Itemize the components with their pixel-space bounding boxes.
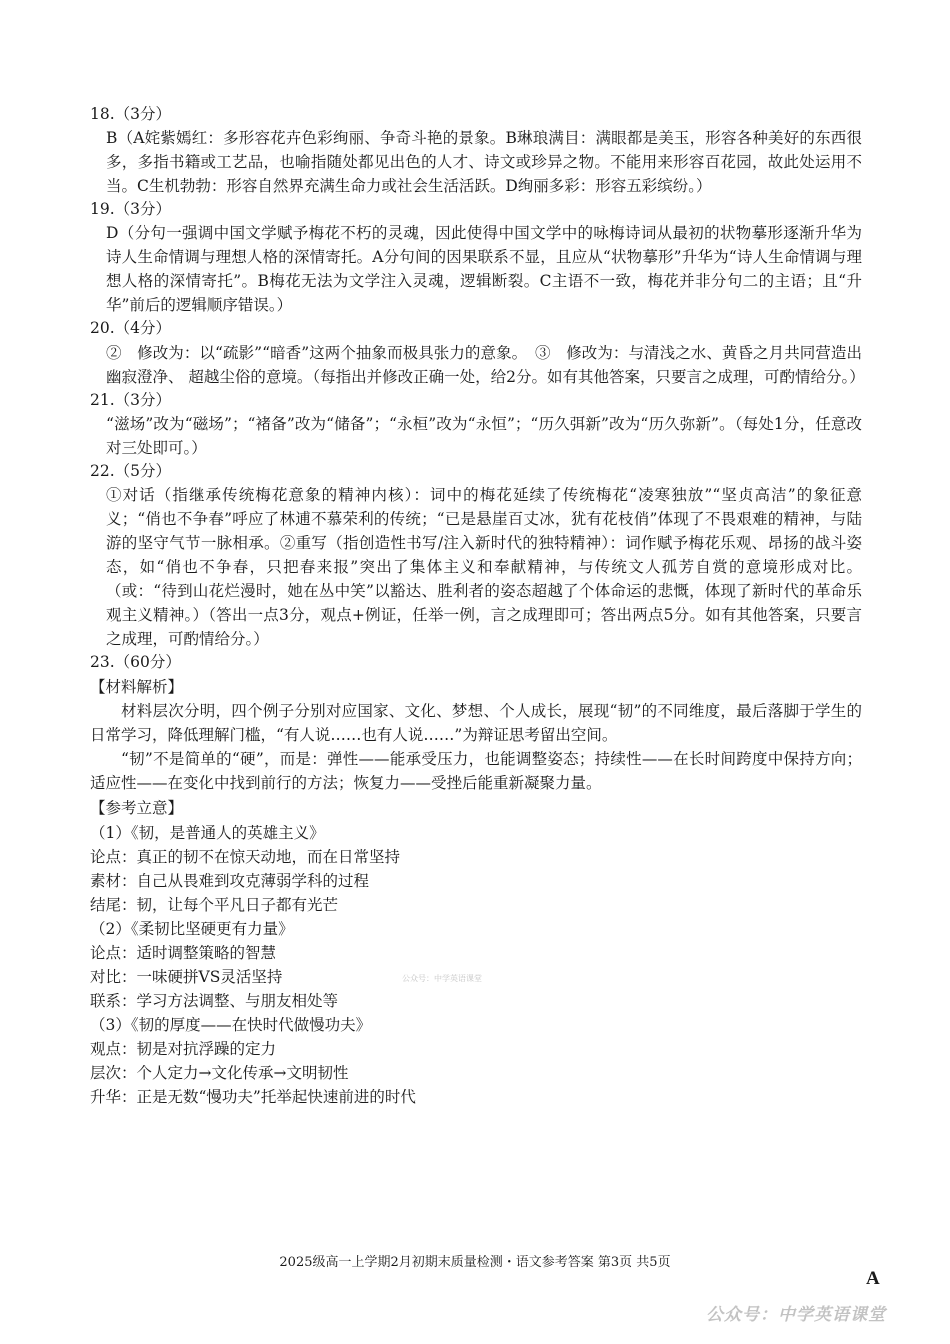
q22-header: 22.（5分） [90,461,172,480]
q18-header: 18.（3分） [90,105,172,123]
idea-title: （3）《韧的厚度——在快时代做慢功夫》 [90,1015,372,1034]
q23-header: 23.（60分） [90,653,181,672]
idea-line: 联系：学习方法调整、与朋友相处等 [90,991,339,1010]
watermark-text: 公众号：中学英语课堂 [402,974,482,983]
idea-title: （2）《柔韧比坚硬更有力量》 [90,919,294,938]
q20-header: 20.（4分） [90,319,172,338]
idea-line: 层次：个人定力→文化传承→文明韧性 [90,1063,349,1082]
answer-content [90,103,865,1109]
q20-answer: ② 修改为：以“疏影”“暗香”这两个抽象而极具张力的意象。 ③ 修改为：与清浅之水、黄昏之月共同营造出幽寂澄净、 超越尘俗的意境。（每指出并修改正确一处，给2分。如有其他答案，只要言之成理，可酌情给分。） [106,343,865,386]
idea-line: 对比：一味硬拼VS灵活坚持 [90,967,283,986]
reference-ideas-title: 【参考立意】 [90,799,184,818]
paper-version-mark: A [866,1268,880,1289]
q18-answer: B（A姹紫嫣红：多形容花卉色彩绚丽、争奇斗艳的景象。B琳琅满目：满眼都是美玉，形容各种美好的东西很多，多指书籍或工艺品，也喻指随处都见出色的人才、诗文或珍异之物。不能用来形容百花园，故此处运用不当。C生机勃勃：形容自然界充满生命力或社会生活活跃。D绚丽多彩：形容五彩缤纷。） [106,129,862,196]
q22-answer: ①对话（指继承传统梅花意象的精神内核）：词中的梅花延续了传统梅花“凌寒独放”“坚贞高洁”的象征意义；“俏也不争春”呼应了林逋不慕荣利的传统；“已是悬崖百丈冰，犹有花枝俏”体现了不畏艰难的精神，与陆游的坚守气节一脉相承。②重写（指创造性书写/注入新时代的独特精神）：词作赋予梅花乐观、昂扬的战斗姿态，如“俏也不争春，只把春来报”突出了集体主义和奉献精神，与传统文人孤芳自赏的意境形成对比。（或：“待到山花烂漫时，她在丛中笑”以豁达、胜利者的姿态超越了个体命运的悲慨，体现了新时代的革命乐观主义精神。）（答出一点3分，观点+例证，任举一例，言之成理即可；答出两点5分。如有其他答案，只要言之成理，可酌情给分。） [106,486,862,649]
idea-line: 论点：真正的韧不在惊天动地，而在日常坚持 [90,847,401,866]
idea-line: 论点：适时调整策略的智慧 [90,943,277,962]
analysis-paragraph-2: “韧”不是简单的“硬”，而是：弹性——能承受压力，也能调整姿态；持续性——在长时间跨度中保持方向；适应性——在变化中找到前行的方法；恢复力——受挫后能重新凝聚力量。 [90,750,862,793]
idea-line: 观点：韧是对抗浮躁的定力 [90,1039,277,1058]
idea-line: 素材：自己从畏难到攻克薄弱学科的过程 [90,871,370,890]
analysis-paragraph-1: 材料层次分明，四个例子分别对应国家、文化、梦想、个人成长，展现“韧”的不同维度，最后落脚于学生的日常学习，降低理解门槛，“有人说……也有人说……”为辩证思考留出空间。 [90,702,862,745]
page-footer: 2025级高一上学期2月初期末质量检测・语文参考答案 第3页 共5页 [279,1255,671,1270]
q21-answer: “滋场”改为“磁场”；“褚备”改为“储备”；“永桓”改为“永恒”；“历久弭新”改为“历久弥新”。（每处1分，任意改对三处即可。） [106,414,862,457]
analysis-title: 【材料解析】 [90,678,184,697]
q19-answer: D（分句一强调中国文学赋予梅花不朽的灵魂，因此使得中国文学中的咏梅诗词从最初的状物摹形逐渐升华为诗人生命情调与理想人格的深情寄托。A分句间的因果联系不显，且应从“状物摹形”升华为“诗人生命情调与理想人格的深情寄托”。B梅花无法为文学注入灵魂，逻辑断裂。C主语不一致，梅花并非分句二的主语；且“升华”前后的逻辑顺序错误。） [106,224,862,315]
idea-line: 升华：正是无数“慢功夫”托举起快速前进的时代 [90,1087,416,1106]
idea-line: 结尾：韧，让每个平凡日子都有光芒 [90,895,339,914]
q19-header: 19.（3分） [90,200,172,219]
q21-header: 21.（3分） [90,390,172,409]
idea-title: （1）《韧，是普通人的英雄主义》 [90,823,325,842]
watermark-bottom: 公众号：中学英语课堂 [706,1305,886,1325]
